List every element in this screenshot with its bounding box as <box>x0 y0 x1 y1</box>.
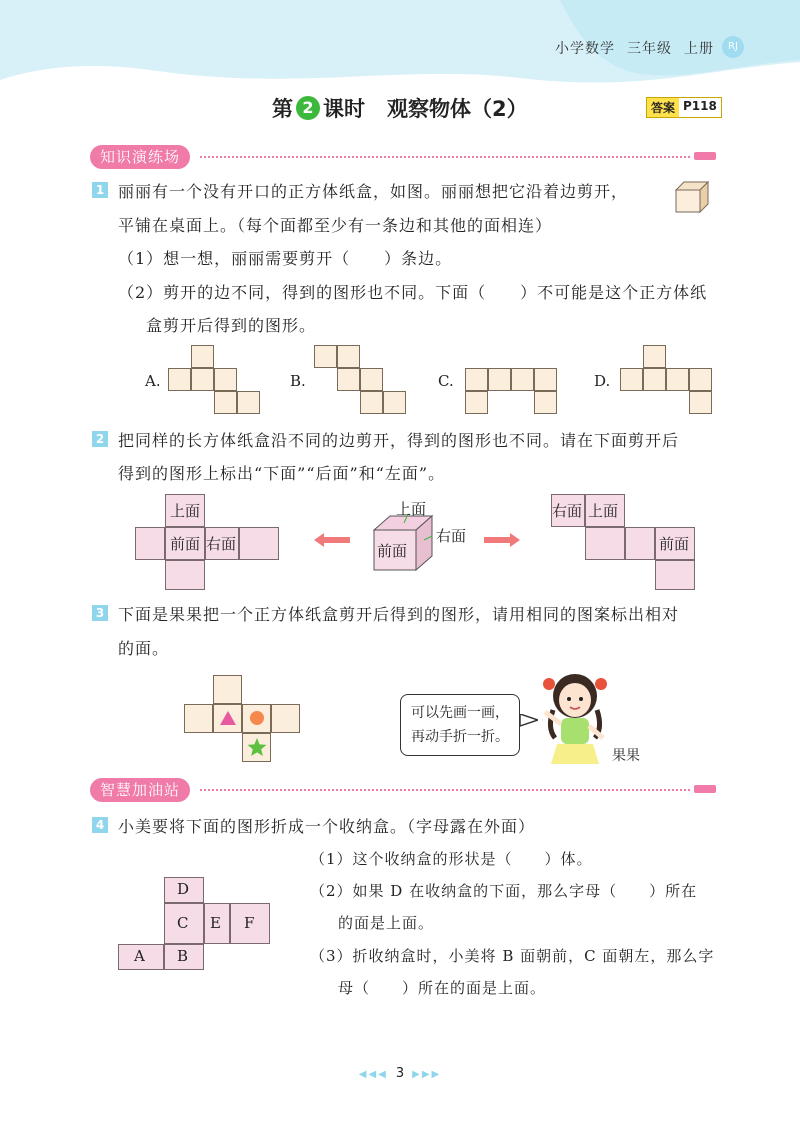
speech-bubble <box>400 694 520 756</box>
q1-line2: 平铺在桌面上。（每个面都至少有一条边和其他的面相连） <box>118 216 553 235</box>
q2-left-blank-face[interactable] <box>135 527 165 560</box>
net-cell <box>465 391 488 414</box>
net-cell <box>337 345 360 368</box>
letter-f: F <box>244 914 255 932</box>
header-info <box>543 38 714 58</box>
page-number: 3 <box>395 1066 405 1081</box>
net-cell <box>465 368 488 391</box>
question-number-3: 3 <box>92 605 108 621</box>
net-cell <box>314 345 337 368</box>
net-cell <box>360 391 383 414</box>
letter-b: B <box>177 947 189 965</box>
net-cell <box>689 368 712 391</box>
option-a-label: A. <box>145 372 161 390</box>
circle-icon <box>247 708 267 728</box>
option-c-label: C. <box>438 372 454 390</box>
section-practice-tag: 知识演练场 <box>90 145 190 169</box>
arrow-right-icon <box>484 532 520 548</box>
header-grade: 三年级 <box>627 41 672 57</box>
q1-sub2a: （2）剪开的边不同，得到的图形也不同。下面（ ）不可能是这个正方体纸 <box>118 283 708 302</box>
option-d-label: D. <box>594 372 611 390</box>
net-cell <box>337 368 360 391</box>
q2-left-front-label: 前面 <box>170 535 201 553</box>
net-cell <box>214 391 237 414</box>
q3-line1: 下面是果果把一个正方体纸盒剪开后得到的图形，请用相同的图案标出相对 <box>118 605 680 624</box>
q2-left-right-label: 右面 <box>206 535 237 553</box>
q2-right-blank-face[interactable] <box>655 560 695 590</box>
net-cell <box>214 368 237 391</box>
net-cell <box>360 368 383 391</box>
triangle-icon <box>218 708 238 728</box>
section-challenge-tag: 智慧加油站 <box>90 778 190 802</box>
bubble-line1: 可以先画一画， <box>411 705 509 721</box>
page-title <box>272 93 528 123</box>
q2-right-blank-face[interactable] <box>625 527 655 560</box>
net-cell <box>383 391 406 414</box>
q2-right-blank-face[interactable] <box>585 527 625 560</box>
q4-sub3a: （3）折收纳盒时，小美将 B 面朝前，C 面朝左，那么字 <box>310 947 715 965</box>
character-name: 果果 <box>612 748 640 764</box>
lesson-number-badge: 2 <box>296 96 320 120</box>
letter-a: A <box>134 947 145 965</box>
q4-sub1: （1）这个收纳盒的形状是（ ）体。 <box>310 850 593 868</box>
q2-left-blank-face[interactable] <box>165 560 205 590</box>
question-number-1: 1 <box>92 182 108 198</box>
net-cell <box>666 368 689 391</box>
pencil-icon <box>694 785 716 793</box>
pencil-icon <box>694 152 716 160</box>
q3-net-cell[interactable] <box>213 675 242 704</box>
net-cell <box>643 345 666 368</box>
q2-line2: 得到的图形上标出“下面”“后面”和“左面”。 <box>118 464 446 483</box>
title-prefix: 第 <box>272 97 293 121</box>
net-cell <box>237 391 260 414</box>
page-footer <box>0 1066 800 1081</box>
q4-sub2b: 的面是上面。 <box>338 914 435 932</box>
letter-c: C <box>177 914 189 932</box>
q2-left-top-label: 上面 <box>170 502 201 520</box>
q4-sub3b: 母（ ）所在的面是上面。 <box>338 979 547 997</box>
net-cell <box>643 368 666 391</box>
section-divider <box>200 156 690 158</box>
letter-d: D <box>177 880 190 898</box>
q2-right-right-label: 右面 <box>552 502 583 520</box>
q4-line1: 小美要将下面的图形折成一个收纳盒。（字母露在外面） <box>118 817 536 836</box>
q1-sub2b: 盒剪开后得到的图形。 <box>146 316 317 335</box>
q3-net-cell[interactable] <box>184 704 213 733</box>
q2-box-top-label: 上面 <box>396 500 427 518</box>
q1-line1: 丽丽有一个没有开口的正方体纸盒，如图。丽丽想把它沿着边剪开， <box>118 182 629 201</box>
answer-label: 答案 <box>647 98 679 117</box>
bubble-line2: 再动手折一折。 <box>411 729 509 745</box>
q2-box-right-label: 右面 <box>436 527 467 545</box>
question-number-2: 2 <box>92 431 108 447</box>
net-cell <box>191 368 214 391</box>
section-divider <box>200 789 690 791</box>
title-suffix: 课时 <box>323 97 365 121</box>
net-cell <box>168 368 191 391</box>
net-cell <box>534 368 557 391</box>
title-topic: 观察物体（2） <box>387 97 528 121</box>
q2-right-top-label: 上面 <box>588 502 619 520</box>
question-number-4: 4 <box>92 817 108 833</box>
cube-icon <box>672 178 712 214</box>
q3-net-cell[interactable] <box>271 704 300 733</box>
q4-sub2a: （2）如果 D 在收纳盒的下面，那么字母（ ）所在 <box>310 882 698 900</box>
answer-reference <box>646 97 722 118</box>
letter-e: E <box>210 914 221 932</box>
net-cell <box>511 368 534 391</box>
girl-guoguo-illustration <box>535 668 615 768</box>
arrow-left-icon <box>314 532 350 548</box>
header-volume: 上册 <box>684 41 714 57</box>
footer-left-arrows-icon: ◀◀◀ <box>358 1069 388 1080</box>
star-icon <box>246 736 268 758</box>
answer-page: P118 <box>679 98 721 117</box>
net-cell <box>191 345 214 368</box>
q2-right-front-label: 前面 <box>659 535 690 553</box>
footer-right-arrows-icon: ▶▶▶ <box>412 1069 442 1080</box>
net-cell <box>534 391 557 414</box>
option-b-label: B. <box>290 372 306 390</box>
q2-box-front-label: 前面 <box>377 542 408 560</box>
net-cell <box>620 368 643 391</box>
header-subject: 小学数学 <box>555 41 615 57</box>
q1-sub1: （1）想一想，丽丽需要剪开（ ）条边。 <box>118 249 453 268</box>
q2-line1: 把同样的长方体纸盒沿不同的边剪开，得到的图形也不同。请在下面剪开后 <box>118 431 680 450</box>
net-cell <box>689 391 712 414</box>
q3-line2: 的面。 <box>118 639 170 658</box>
q2-left-blank-face[interactable] <box>239 527 279 560</box>
net-cell <box>488 368 511 391</box>
edition-badge: RJ <box>722 36 744 58</box>
